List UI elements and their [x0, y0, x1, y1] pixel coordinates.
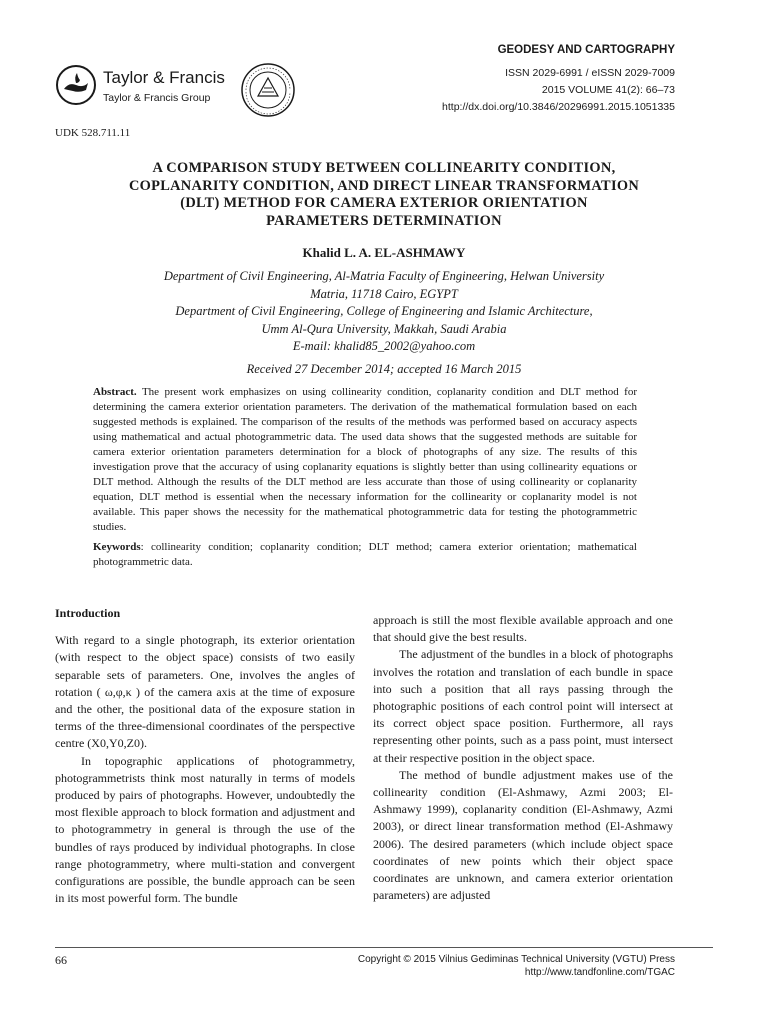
body-paragraph: In topographic applications of photogrammetry, photogrammetrists think most naturally in terms of models produced by pairs of photographs. However, undoubtedly the most flexible approach to block formation and adjustment and to photogrammetry in general is through the use of the bundles of rays produced by individual photographs. In close range photogrammetry, where multi-station and convergent configurations are possible, the bundle approach can be seen in its most powerful form. The bundle: [55, 753, 355, 906]
affiliation-line: Department of Civil Engineering, Al-Matria Faculty of Engineering, Helwan University: [163, 269, 605, 283]
volume-info: 2015 VOLUME 41(2): 66–73: [541, 84, 675, 96]
doi-link[interactable]: http://dx.doi.org/10.3846/20296991.2015.1051335: [442, 101, 675, 113]
copyright: [358, 953, 675, 979]
left-column: [55, 605, 355, 907]
keywords-text: : collinearity condition; coplanarity condition; DLT method; camera exterior orientation; mathematical photogrammetric data.: [93, 541, 637, 568]
page-number: 66: [55, 953, 67, 967]
section-heading: Introduction: [55, 606, 121, 620]
body-paragraph: The method of bundle adjustment makes use of the collinearity condition (El-Ashmawy, Azmi 2003; El-Ashmawy 1999), coplanarity condition (El-Ashmawy, Azmi 2003), or direct linear transformation method (El-Ashmawy 2006). The desired parameters (which include object space coordinates of new points which their object space coordinates are unknown, and camera exterior orientation parameters) are adjusted: [373, 767, 673, 903]
udk-code: UDK 528.711.11: [55, 127, 131, 139]
abstract-text: The present work emphasizes on using collinearity condition, coplanarity condition and DLT method for determining the camera exterior orientation parameters. The derivation of the mathematical formulation based on each suggested methods is explained. The comparison of the results of the methods was performed based on accuracy aspects using mathematical and actual photogrammetric data. The used data shows that the suggested methods are suitable for camera exterior orientation parameters determination for a block of photographs of any size. The results of this investigation prove that the accuracy of using coplanarity equations is slightly better than using collinearity equations or DLT method. Although the results of the DLT method are less accurate than those of using collinearity or coplanarity equation, DLT method is essential when the necessary information for the collinearity or coplanarity model is not available. This paper shows the necessity for the mathematical photogrammetric data for testing the photogrammetric studies.: [93, 386, 637, 533]
title-line: COPLANARITY CONDITION, AND DIRECT LINEAR TRANSFORMATION: [128, 177, 640, 194]
lamp-icon: [55, 64, 97, 106]
journal-url[interactable]: http://www.tandfonline.com/TGAC: [524, 967, 675, 978]
body-paragraph: With regard to a single photograph, its exterior orientation (with respect to the object space) consists of two easily separable sets of parameters. One, involves the angles of rotation ( ω,φ,κ ) of the camera axis at the time of exposure and the other, the positional data of the exposure station in terms of the three-dimensional coordinates of the perspective centre (X0,Y0,Z0).: [55, 633, 355, 751]
affiliations: [55, 268, 713, 356]
publisher-name: Taylor & Francis: [103, 68, 225, 87]
received-dates: Received 27 December 2014; accepted 16 March 2015: [246, 362, 522, 376]
right-column: [373, 612, 673, 904]
journal-name: GEODESY AND CARTOGRAPHY: [497, 44, 675, 56]
title-line: PARAMETERS DETERMINATION: [266, 212, 502, 229]
body-paragraph: approach is still the most flexible available approach and one that should give the best results.: [373, 613, 673, 645]
publisher-group: Taylor & Francis Group: [103, 92, 211, 104]
title-line: (DLT) METHOD FOR CAMERA EXTERIOR ORIENTATION: [180, 195, 588, 211]
footer-divider: [55, 947, 713, 948]
title-line: A COMPARISON STUDY BETWEEN COLLINEARITY CONDITION,: [152, 160, 616, 176]
author-name: Khalid L. A. EL-ASHMAWY: [302, 245, 466, 260]
keywords: [93, 540, 637, 570]
affiliation-line: Umm Al-Qura University, Makkah, Saudi Arabia: [261, 321, 507, 336]
author-email[interactable]: E-mail: khalid85_2002@yahoo.com: [292, 339, 476, 353]
paper-title: [55, 160, 713, 230]
issn: ISSN 2029-6991 / eISSN 2029-7009: [505, 67, 675, 79]
body-paragraph: The adjustment of the bundles in a block of photographs involves the rotation and translation of each bundle in space into such a position that all rays passing through the photographic positions of each control point will intersect at its correct object space position. Furthermore, all rays representing other points, such as a pass point, must intersect at their respective position in the object space.: [373, 647, 673, 765]
university-seal-icon: [240, 62, 296, 118]
affiliation-line: Matria, 11718 Cairo, EGYPT: [310, 286, 458, 301]
abstract: [93, 385, 637, 535]
publisher-logo: [55, 62, 245, 108]
keywords-label: Keywords: [93, 541, 141, 553]
affiliation-line: Department of Civil Engineering, College of Engineering and Islamic Architecture,: [175, 304, 593, 318]
copyright-text: Copyright © 2015 Vilnius Gediminas Technical University (VGTU) Press: [357, 954, 675, 965]
abstract-label: Abstract.: [93, 386, 137, 398]
